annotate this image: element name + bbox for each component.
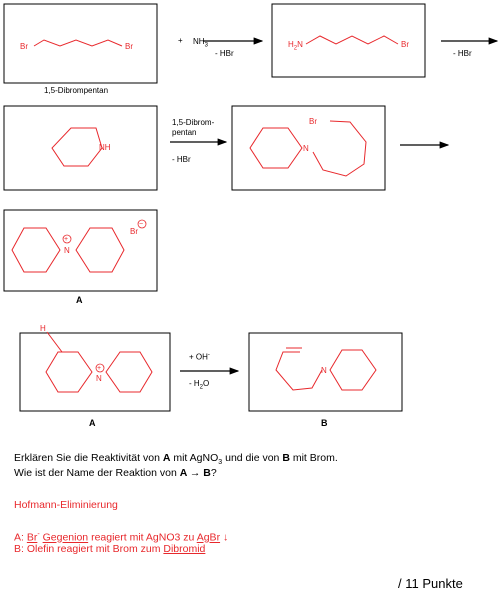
reagent-dibrompentan-1: 1,5-Dibrom-: [172, 118, 215, 127]
br-chain-label: Br: [309, 117, 317, 126]
plus-charge-a2: +: [97, 365, 102, 372]
minus-hbr-1: - HBr: [215, 49, 234, 58]
piperidine-ring-b: [330, 350, 376, 390]
answer-b: B: Olefin reagiert mit Brom zum Dibromid: [14, 543, 206, 555]
question-line-1: Erklären Sie die Reaktivität von A mit AgNO$_3$ und die von B mit Brom.: [14, 452, 338, 467]
score-label: / 11 Punkte: [398, 576, 463, 591]
answer-reaction-name: Hofmann-Eliminierung: [14, 499, 118, 511]
answer-a: A: Br- Gegenion reagiert mit AgNO3 zu AgBr ↓: [14, 531, 229, 544]
spiro-ring-left-2: [46, 352, 92, 392]
dibromopentane-structure: [34, 40, 122, 46]
br-right-label: Br: [125, 42, 133, 51]
n-label-row2: N: [303, 144, 309, 153]
h2n-label: $H_2N$: [288, 40, 303, 52]
nh-label: NH: [99, 143, 111, 152]
label-a-row4: A: [89, 418, 96, 428]
minus-charge-br: −: [139, 221, 144, 228]
piperidine-ring: [52, 128, 102, 166]
plus-sign: +: [178, 36, 183, 45]
h-label: H: [40, 324, 46, 333]
minus-hbr-3: - HBr: [172, 155, 191, 164]
reagent-dibrompentan-2: pentan: [172, 128, 197, 137]
frame-spiro-a-2: [20, 333, 170, 411]
frame-spiro-a: [4, 210, 157, 291]
bromide-label: Br: [130, 227, 138, 236]
minus-h2o: - $H_2O$: [189, 379, 210, 391]
piperidine-ring-2: [250, 128, 302, 168]
spiro-ring-left: [12, 228, 60, 272]
label-b-row4: B: [321, 418, 328, 428]
n-plus-label-2: N: [96, 374, 102, 383]
dibromopentane-name: 1,5-Dibrompentan: [44, 86, 109, 95]
bromopentylamine-structure: [306, 36, 398, 44]
reagent-oh: + OH-: [189, 352, 210, 362]
question-line-2: Wie ist der Name der Reaktion von A → B?: [14, 467, 217, 479]
spiro-ring-right: [76, 228, 124, 272]
bromopentyl-chain: [313, 121, 366, 176]
pentenyl-chain: [276, 352, 322, 390]
minus-hbr-2: - HBr: [453, 49, 472, 58]
n-plus-label: N: [64, 246, 70, 255]
beta-h-bond: [47, 332, 62, 352]
frame-piperidine: [4, 106, 157, 190]
ammonia-formula: $NH_3$: [193, 37, 208, 49]
plus-charge-a: +: [64, 236, 69, 243]
spiro-ring-right-2: [106, 352, 152, 392]
br-left-label: Br: [20, 42, 28, 51]
br-amine-label: Br: [401, 40, 409, 49]
n-label-b: N: [321, 366, 327, 375]
label-a-row3: A: [76, 295, 83, 305]
